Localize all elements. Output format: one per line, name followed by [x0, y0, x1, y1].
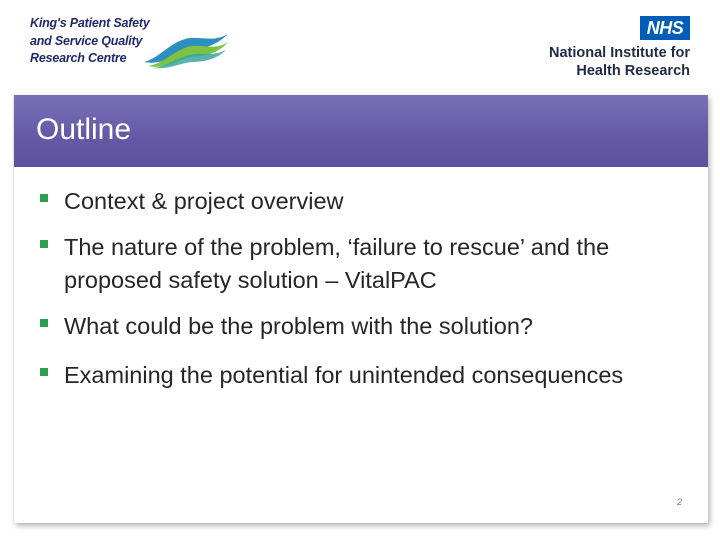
square-bullet-icon — [40, 319, 48, 327]
bullet-text: The nature of the problem, ‘failure to rescue’ and the proposed safety solution – VitalPAC — [64, 234, 610, 293]
nhs-badge: NHS — [640, 16, 690, 40]
bullet-text: What could be the problem with the solution? — [64, 313, 533, 339]
bullet-text: Examining the potential for unintended consequences — [64, 362, 624, 388]
slide-title: Outline — [36, 113, 132, 146]
bullet-text: Context & project overview — [64, 188, 344, 214]
square-bullet-icon — [40, 368, 48, 376]
slide-card — [14, 95, 708, 523]
kings-logo — [30, 14, 230, 76]
nihr-logo-line1: National Institute for — [549, 45, 690, 61]
kings-logo-line2: and Service Quality — [30, 34, 143, 48]
kings-logo-line1: King's Patient Safety — [30, 16, 150, 30]
square-bullet-icon — [40, 194, 48, 202]
swoosh-wave-icon — [142, 28, 230, 70]
square-bullet-icon — [40, 240, 48, 248]
title-bar — [14, 95, 708, 167]
kings-logo-line3: Research Centre — [30, 51, 127, 65]
nihr-logo — [520, 14, 690, 78]
nihr-logo-line2: Health Research — [576, 63, 690, 79]
page-number: 2 — [676, 497, 682, 507]
